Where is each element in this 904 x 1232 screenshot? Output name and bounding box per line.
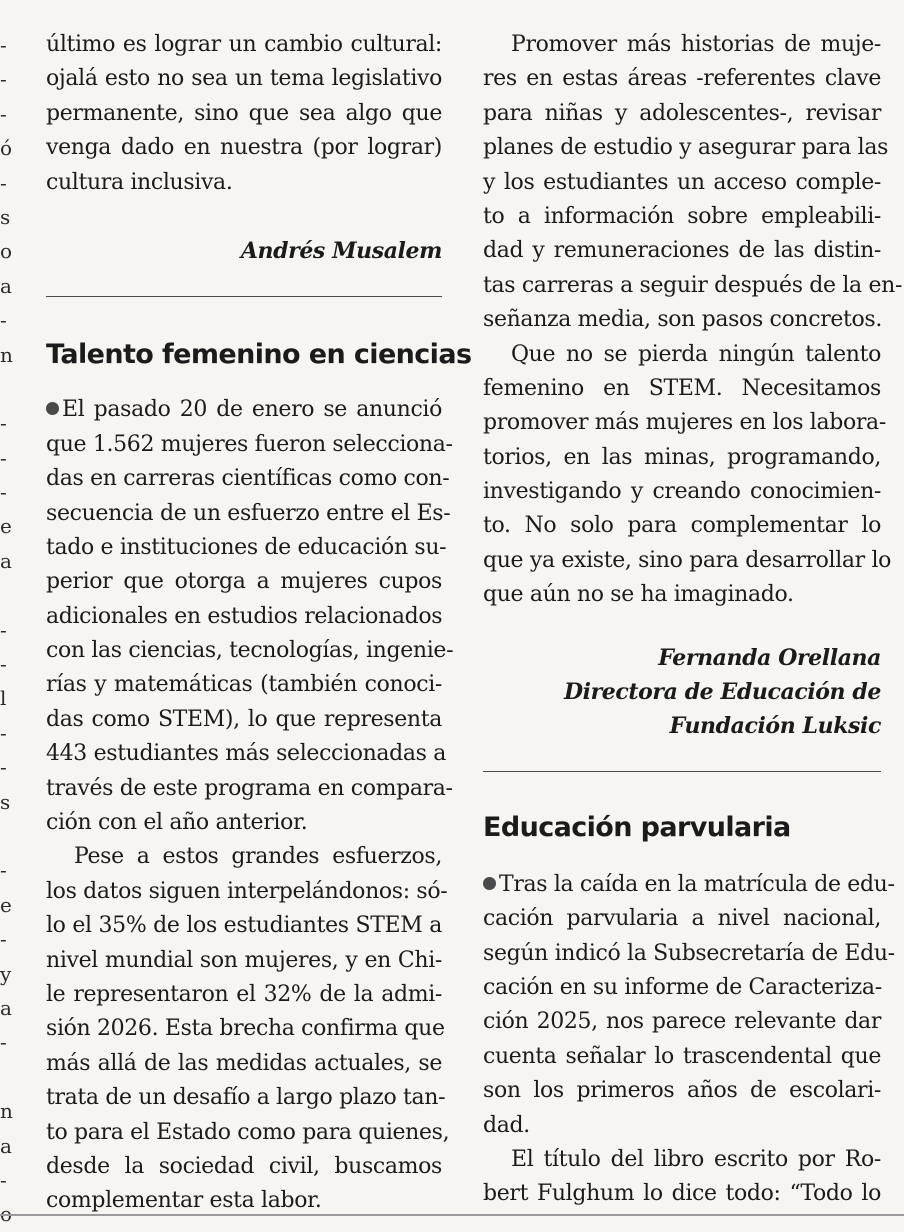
gutter-char: -: [0, 67, 7, 92]
text-line: Promover más historias de muje-: [511, 32, 881, 57]
text-line: bert Fulghum lo dice todo: “Todo lo: [483, 1181, 881, 1207]
section-heading: Talento femenino en ciencias: [46, 339, 472, 371]
text-line: to. No solo para complementar lo: [483, 513, 881, 539]
text-line: para niñas y adolescentes-, revisar: [483, 100, 881, 126]
text-line: cuenta señalar lo trascendental que: [483, 1043, 881, 1069]
text-line: que aún no se ha imaginado.: [483, 582, 794, 608]
text-line: das como STEM), lo que representa: [46, 706, 442, 732]
text-line: los datos siguen interpelándonos: só-: [46, 878, 448, 904]
text-line: le representaron el 32% de la admi-: [46, 982, 442, 1007]
gutter-char: -: [0, 33, 7, 57]
signature-role: Directora de Educación de: [563, 679, 881, 706]
text-line: to a información sobre empleabili-: [483, 203, 881, 229]
gutter-char: a: [0, 548, 12, 573]
gutter-char: -: [0, 411, 7, 436]
gutter-char: ó: [0, 136, 13, 161]
text-line: 443 estudiantes más seleccionadas a: [46, 741, 447, 767]
text-line: El título del libro escrito por Ro-: [511, 1146, 881, 1172]
text-line: res en estas áreas -referentes clave: [483, 66, 881, 92]
text-line: Tras la caída en la matrícula de edu-: [499, 871, 895, 897]
article-paragraph: [483, 1143, 881, 1212]
text-line: complementar esta labor.: [46, 1188, 322, 1214]
text-line: tas carreras a seguir después de la en-: [483, 272, 903, 298]
right-column: [483, 28, 903, 1212]
text-line: desde la sociedad civil, buscamos: [46, 1153, 442, 1179]
text-line: según indicó la Subsecretaría de Edu-: [483, 940, 895, 966]
text-line: trata de un desafío a largo plazo tan-: [46, 1085, 446, 1111]
article-paragraph: [46, 840, 450, 1218]
gutter-char: -: [0, 720, 7, 745]
text-line: venga dado en nuestra (por lograr): [46, 135, 442, 161]
signature-organization: Fundación Luksic: [669, 713, 881, 740]
text-line: secuencia de un esfuerzo entre el Es-: [46, 500, 451, 526]
text-line: más allá de las medidas actuales, se: [46, 1050, 442, 1076]
gutter-char: n: [0, 342, 13, 367]
text-line: investigando y creando conocimien-: [483, 479, 881, 505]
text-line: señanza media, son pasos concretos.: [483, 307, 882, 333]
text-line: perior que otorga a mujeres cupos: [46, 569, 442, 595]
previous-column-edge: [0, 28, 14, 1232]
gutter-char: -: [0, 1030, 7, 1055]
article-paragraph: [483, 28, 903, 338]
text-line: sión 2026. Esta brecha confirma que: [46, 1016, 445, 1042]
signature-name: Fernanda Orellana: [658, 644, 881, 671]
text-line: femenino en STEM. Necesitamos: [483, 375, 881, 401]
text-line: cación parvularia a nivel nacional,: [483, 906, 881, 932]
text-line: Pese a estos grandes esfuerzos,: [74, 844, 442, 870]
text-line: Que no se pierda ningún talento: [511, 341, 881, 367]
text-line: y los estudiantes un acceso comple-: [483, 169, 881, 195]
text-line: adicionales en estudios relacionados: [46, 603, 443, 629]
article-paragraph: [483, 338, 892, 613]
gutter-char: -: [0, 617, 7, 642]
text-line: ojalá esto no sea un tema legislativo: [46, 66, 442, 92]
gutter-char: -: [0, 1167, 7, 1192]
text-line: das en carreras científicas como con-: [46, 466, 450, 492]
gutter-char: o: [0, 1202, 13, 1227]
text-line: nivel mundial son mujeres, y en Chi-: [46, 947, 442, 973]
gutter-char: a: [0, 1133, 12, 1158]
gutter-char: l: [0, 686, 7, 711]
gutter-char: e: [0, 892, 12, 917]
gutter-char: [0, 578, 14, 612]
text-line: El pasado 20 de enero se anunció: [62, 397, 442, 423]
bullet-icon: [46, 402, 59, 415]
text-line: tado e instituciones de educación su-: [46, 534, 447, 560]
gutter-char: -: [0, 927, 7, 952]
gutter-char: o: [0, 239, 13, 264]
text-line: cultura inclusiva.: [46, 169, 233, 195]
text-line: que ya existe, sino para desarrollar lo: [483, 547, 892, 573]
gutter-char: [0, 819, 14, 853]
section-divider: [46, 296, 442, 297]
signature-block: [483, 641, 881, 744]
text-line: torios, en las minas, programando,: [483, 444, 881, 470]
gutter-char: [0, 372, 14, 406]
gutter-char: y: [0, 961, 12, 986]
bullet-icon: [483, 877, 496, 890]
text-line: con las ciencias, tecnologías, ingenie-: [46, 638, 454, 664]
text-line: que 1.562 mujeres fueron selecciona-: [46, 431, 453, 457]
gutter-char: -: [0, 308, 7, 333]
text-line: planes de estudio y asegurar para las: [483, 135, 889, 161]
gutter-char: e: [0, 514, 12, 539]
signature-author: Andrés Musalem: [240, 237, 442, 264]
gutter-char: n: [0, 1099, 13, 1124]
text-line: dad y remuneraciones de las distin-: [483, 238, 881, 264]
section-heading: Educación parvularia: [483, 811, 791, 843]
text-line: dad.: [483, 1112, 530, 1138]
gutter-char: -: [0, 858, 7, 883]
left-column: [46, 28, 472, 1219]
text-line: promover más mujeres en los labora-: [483, 410, 886, 436]
text-line: lo el 35% de los estudiantes STEM a: [46, 913, 442, 939]
gutter-char: -: [0, 755, 7, 780]
text-line: ción con el año anterior.: [46, 810, 308, 836]
gutter-char: a: [0, 273, 12, 298]
article-paragraph: [46, 393, 454, 840]
text-line: to para el Estado como para quienes,: [46, 1119, 450, 1145]
gutter-char: a: [0, 995, 12, 1020]
gutter-char: -: [0, 445, 7, 470]
gutter-char: -: [0, 480, 7, 505]
gutter-char: -: [0, 101, 7, 126]
text-line: último es lograr un cambio cultural:: [46, 32, 442, 57]
gutter-char: [0, 1060, 14, 1094]
article-paragraph: [483, 868, 895, 1143]
text-line: son los primeros años de escolari-: [483, 1078, 881, 1104]
text-line: ción 2025, nos parece relevante dar: [483, 1009, 881, 1035]
gutter-char: s: [0, 789, 11, 814]
text-line: través de este programa en compara-: [46, 775, 453, 801]
page-bottom-rule: [0, 1214, 904, 1216]
gutter-char: s: [0, 204, 11, 229]
intro-paragraph: [46, 28, 442, 200]
text-line: rías y matemáticas (también conoci-: [46, 672, 442, 698]
section-divider: [483, 771, 881, 772]
gutter-char: -: [0, 652, 7, 677]
text-line: cación en su informe de Caracteriza-: [483, 975, 882, 1001]
gutter-char: -: [0, 170, 7, 195]
text-line: permanente, sino que sea algo que: [46, 100, 442, 126]
